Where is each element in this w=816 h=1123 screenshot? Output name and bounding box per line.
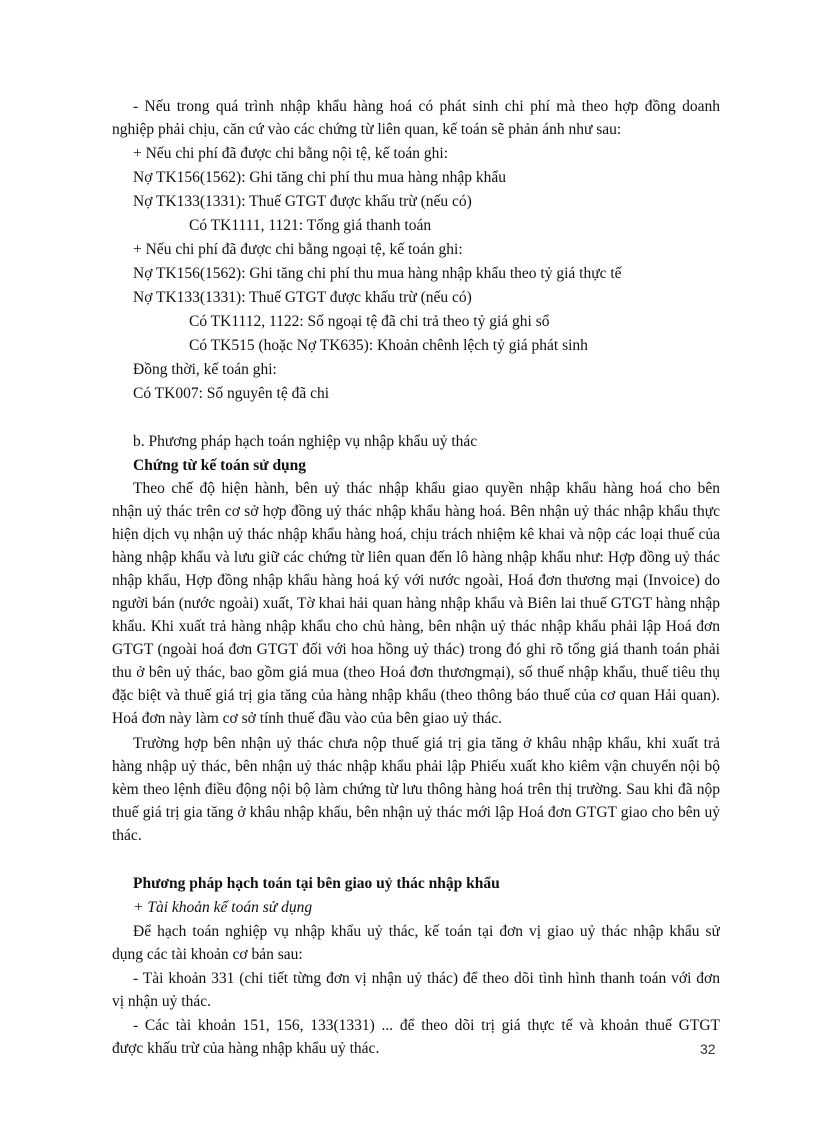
text-line: Để hạch toán nghiệp vụ nhập khẩu uỷ thác, kế toán tại đơn vị giao uỷ thác nhập khẩu sử bbox=[133, 923, 720, 940]
text-line: thuế giá trị gia tăng ở khâu nhập khẩu, bên nhận uỷ thác mới lập Hoá đơn GTGT giao cho bên uỷ bbox=[112, 804, 720, 821]
text-line: đặc biệt và thuế giá trị gia tăng của hàng nhập khẩu (theo thông báo thuế của cơ quan Hải quan). bbox=[112, 687, 720, 704]
text-line: Nợ TK133(1331): Thuế GTGT được khấu trừ (nếu có) bbox=[133, 289, 472, 306]
text-line: GTGT (ngoài hoá đơn GTGT đối với hoa hồng uỷ thác) trong đó ghi rõ tổng giá thanh toán phải bbox=[112, 641, 720, 658]
text-line: Theo chế độ hiện hành, bên uỷ thác nhập khẩu giao quyền nhập khẩu hàng hoá cho bên bbox=[133, 480, 720, 497]
text-line: Nợ TK133(1331): Thuế GTGT được khấu trừ (nếu có) bbox=[133, 193, 472, 210]
text-line: - Nếu trong quá trình nhập khẩu hàng hoá có phát sinh chi phí mà theo hợp đồng doanh bbox=[133, 98, 720, 115]
text-line: + Nếu chi phí đã được chi bằng nội tệ, kế toán ghi: bbox=[133, 145, 449, 162]
text-line: nghiệp phải chịu, căn cứ vào các chứng từ liên quan, kế toán sẽ phản ánh như sau: bbox=[112, 121, 622, 138]
text-line: Có TK1112, 1122: Số ngoại tệ đã chi trả theo tỷ giá ghi sổ bbox=[189, 313, 550, 330]
text-line: Trường hợp bên nhận uỷ thác chưa nộp thuế giá trị gia tăng ở khâu nhập khẩu, khi xuất trả bbox=[133, 735, 720, 752]
text-line: Nợ TK156(1562): Ghi tăng chi phí thu mua hàng nhập khẩu theo tỷ giá thực tế bbox=[133, 265, 622, 282]
text-line: - Tài khoản 331 (chi tiết từng đơn vị nhận uỷ thác) để theo dõi tình hình thanh toán với đơn bbox=[133, 970, 720, 987]
text-line: thác. bbox=[112, 827, 142, 844]
text-line: thu ở bên uỷ thác, bao gồm giá mua (theo Hoá đơn thươngmại), số thuế nhập khẩu, thuế tiêu thụ bbox=[112, 664, 720, 681]
text-line: hiện dịch vụ nhận uỷ thác nhập khẩu hàng hoá, chịu trách nhiệm kê khai và nộp các loại thuế của bbox=[112, 526, 720, 543]
text-line: hàng nhập uỷ thác, bên nhận uỷ thác nhập khẩu phải lập Phiếu xuất kho kiêm vận chuyển nội bộ bbox=[112, 758, 720, 775]
text-line: - Các tài khoản 151, 156, 133(1331) ... để theo dõi trị giá thực tế và khoản thuế GTGT bbox=[133, 1017, 720, 1034]
text-line: b. Phương pháp hạch toán nghiệp vụ nhập khẩu uỷ thác bbox=[133, 433, 478, 450]
text-line: + Nếu chi phí đã được chi bằng ngoại tệ, kế toán ghi: bbox=[133, 241, 463, 258]
text-line: Có TK515 (hoặc Nợ TK635): Khoản chênh lệch tỷ giá phát sinh bbox=[189, 337, 588, 354]
text-line: được khấu trừ của hàng nhập khẩu uỷ thác. bbox=[112, 1040, 380, 1057]
text-line: Hoá đơn này làm cơ sở tính thuế đầu vào của bên giao uỷ thác. bbox=[112, 710, 503, 727]
text-line: Có TK1111, 1121: Tổng giá thanh toán bbox=[189, 217, 432, 234]
text-line: Nợ TK156(1562): Ghi tăng chi phí thu mua hàng nhập khẩu bbox=[133, 169, 506, 186]
subheading: + Tài khoản kế toán sử dụng bbox=[133, 899, 313, 916]
section-heading: Phương pháp hạch toán tại bên giao uỷ thác nhập khẩu bbox=[133, 875, 500, 892]
text-line: khẩu. Khi xuất trả hàng nhập khẩu cho chủ hàng, bên nhận uỷ thác nhập khẩu phải lập Hoá đơn bbox=[112, 618, 720, 635]
section-heading: Chứng từ kế toán sử dụng bbox=[133, 457, 307, 474]
text-line: nhận uỷ thác trên cơ sở hợp đồng uỷ thác nhập khẩu hàng hoá. Bên nhận uỷ thác nhập khẩu thực bbox=[112, 503, 720, 520]
page-number: 32 bbox=[700, 1041, 716, 1057]
text-line: hàng nhập khẩu và lưu giữ các chứng từ liên quan đến lô hàng nhập khẩu như: Hợp đồng uỷ thác bbox=[112, 549, 720, 566]
text-line: dụng các tài khoản cơ bản sau: bbox=[112, 946, 303, 963]
text-line: Có TK007: Số nguyên tệ đã chi bbox=[133, 385, 330, 402]
text-line: vị nhận uỷ thác. bbox=[112, 993, 212, 1010]
text-line: nhập khẩu, Hợp đồng nhập khẩu hàng hoá ký với nước ngoài, Hoá đơn thương mại (Invoice) do bbox=[112, 572, 720, 589]
text-line: Đồng thời, kế toán ghi: bbox=[133, 361, 277, 378]
text-line: người bán (nước ngoài) xuất, Tờ khai hải quan hàng nhập khẩu và Biên lai thuế GTGT hàng nhập bbox=[112, 595, 720, 612]
text-line: kèm theo lệnh điều động nội bộ làm chứng từ lưu thông hàng hoá trên thị trường. Sau khi đã nộp bbox=[112, 781, 720, 798]
